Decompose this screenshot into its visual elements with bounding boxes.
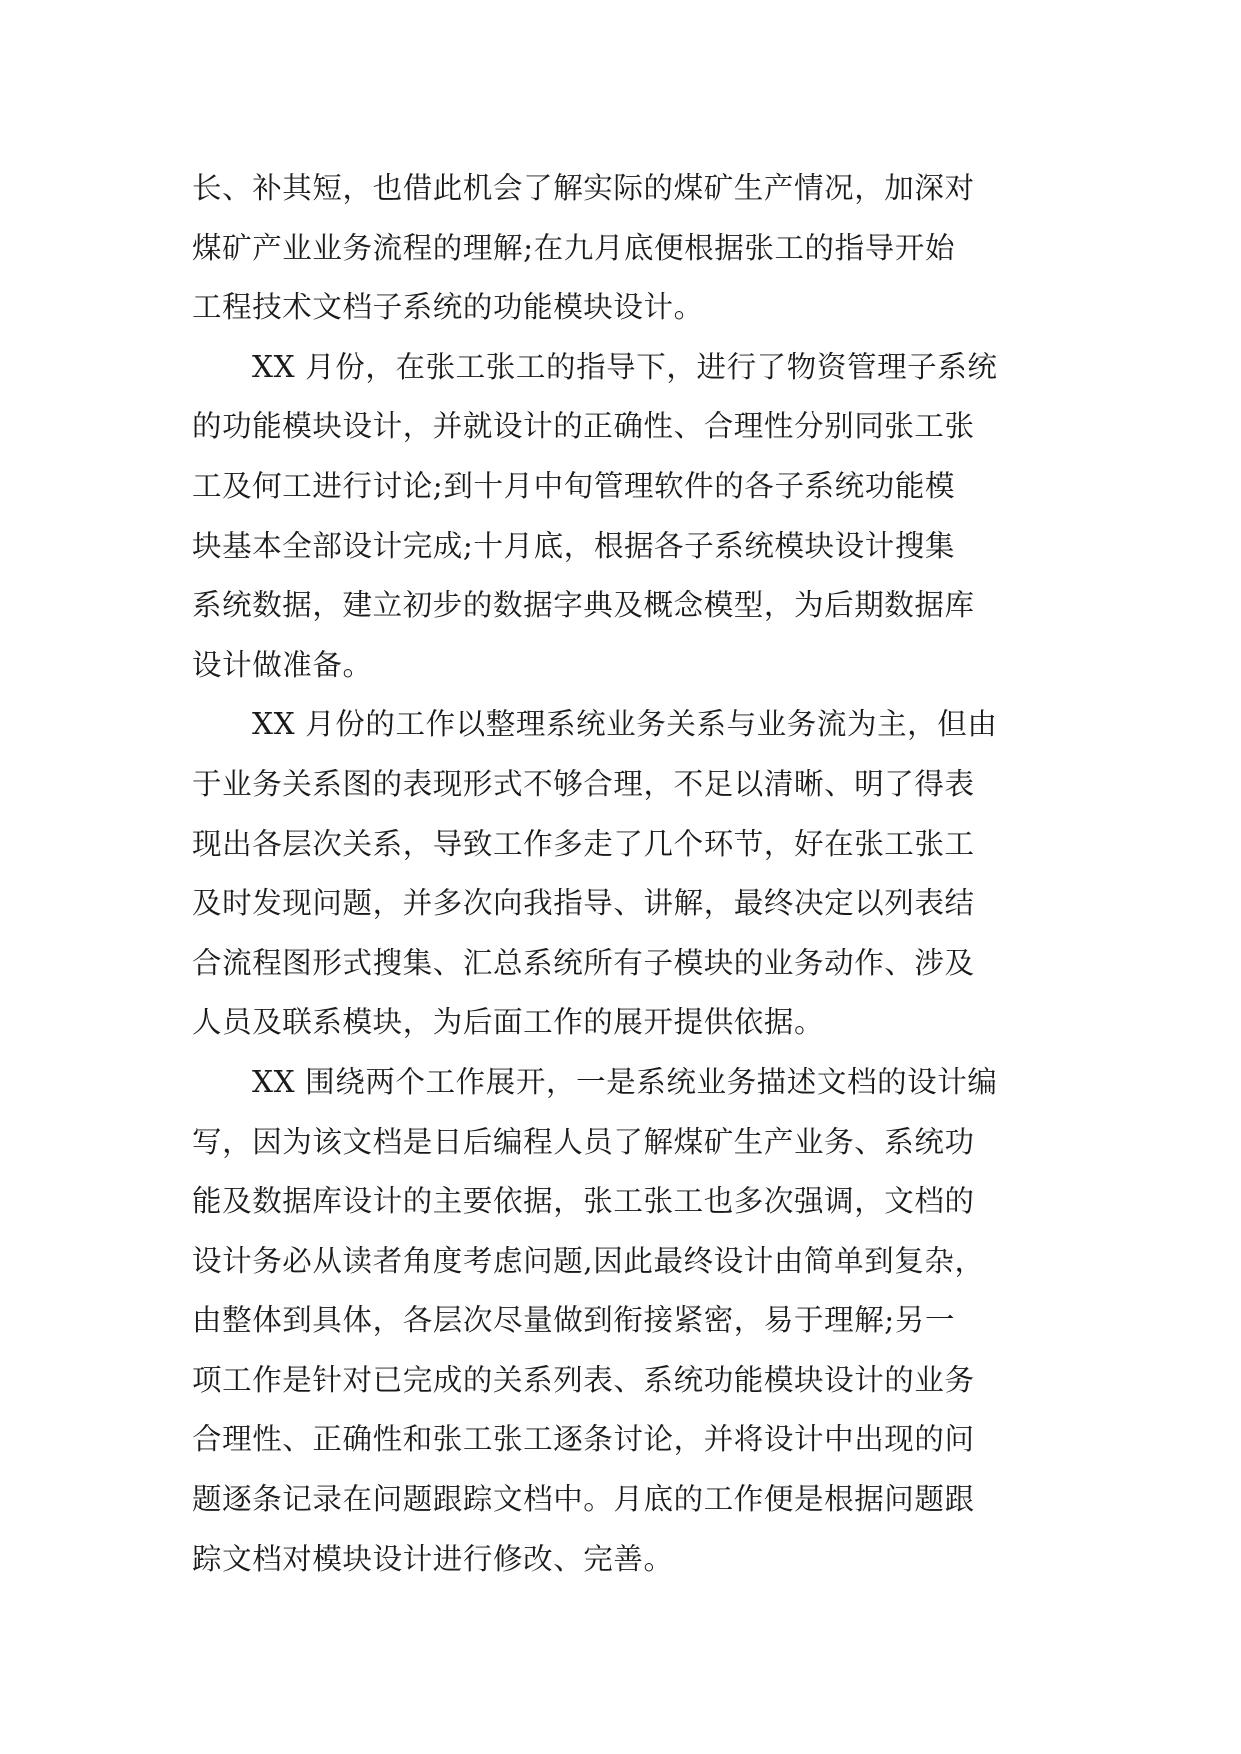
text-line: 工及何工进行讨论;到十月中旬管理软件的各子系统功能模 — [192, 468, 956, 503]
text-line: 题逐条记录在问题跟踪文档中。月底的工作便是根据问题跟 — [192, 1482, 975, 1517]
text-line: 设计做准备。 — [192, 647, 373, 682]
text-line: 写，因为该文档是日后编程人员了解煤矿生产业务、系统功 — [192, 1124, 975, 1159]
text-line: 煤矿产业业务流程的理解;在九月底便根据张工的指导开始 — [192, 230, 956, 265]
text-line: 合流程图形式搜集、汇总系统所有子模块的业务动作、涉及 — [192, 945, 975, 980]
body-text — [192, 159, 1052, 1589]
text-line: 现出各层次关系，导致工作多走了几个环节，好在张工张工 — [192, 826, 975, 861]
text-line: 工程技术文档子系统的功能模块设计。 — [192, 290, 704, 325]
paragraph-first-line: XX 月份的工作以整理系统业务关系与业务流为主，但由 — [252, 707, 998, 742]
text-line: 项工作是针对已完成的关系列表、系统功能模块设计的业务 — [192, 1362, 975, 1397]
text-line: 长、补其短，也借此机会了解实际的煤矿生产情况，加深对 — [192, 171, 975, 205]
text-line: 设计务必从读者角度考虑问题,因此最终设计由简单到复杂， — [192, 1243, 985, 1278]
text-line: 于业务关系图的表现形式不够合理，不足以清晰、明了得表 — [192, 766, 975, 801]
text-line: 的功能模块设计，并就设计的正确性、合理性分别同张工张 — [192, 409, 975, 444]
text-line: 人员及联系模块，为后面工作的展开提供依据。 — [192, 1005, 825, 1040]
text-line: 能及数据库设计的主要依据，张工张工也多次强调，文档的 — [192, 1184, 975, 1219]
paragraph-first-line: XX 围绕两个工作展开，一是系统业务描述文档的设计编 — [252, 1064, 998, 1099]
text-line: 合理性、正确性和张工张工逐条讨论，并将设计中出现的问 — [192, 1422, 975, 1457]
text-line: 块基本全部设计完成;十月底，根据各子系统模块设计搜集 — [192, 528, 956, 563]
paragraph-first-line: XX 月份，在张工张工的指导下，进行了物资管理子系统 — [252, 349, 998, 384]
text-line: 由整体到具体，各层次尽量做到衔接紧密，易于理解;另一 — [192, 1303, 956, 1338]
text-line: 系统数据，建立初步的数据字典及概念模型，为后期数据库 — [192, 588, 975, 623]
text-line: 踪文档对模块设计进行修改、完善。 — [192, 1541, 674, 1576]
text-line: 及时发现问题，并多次向我指导、讲解，最终决定以列表结 — [192, 886, 975, 921]
